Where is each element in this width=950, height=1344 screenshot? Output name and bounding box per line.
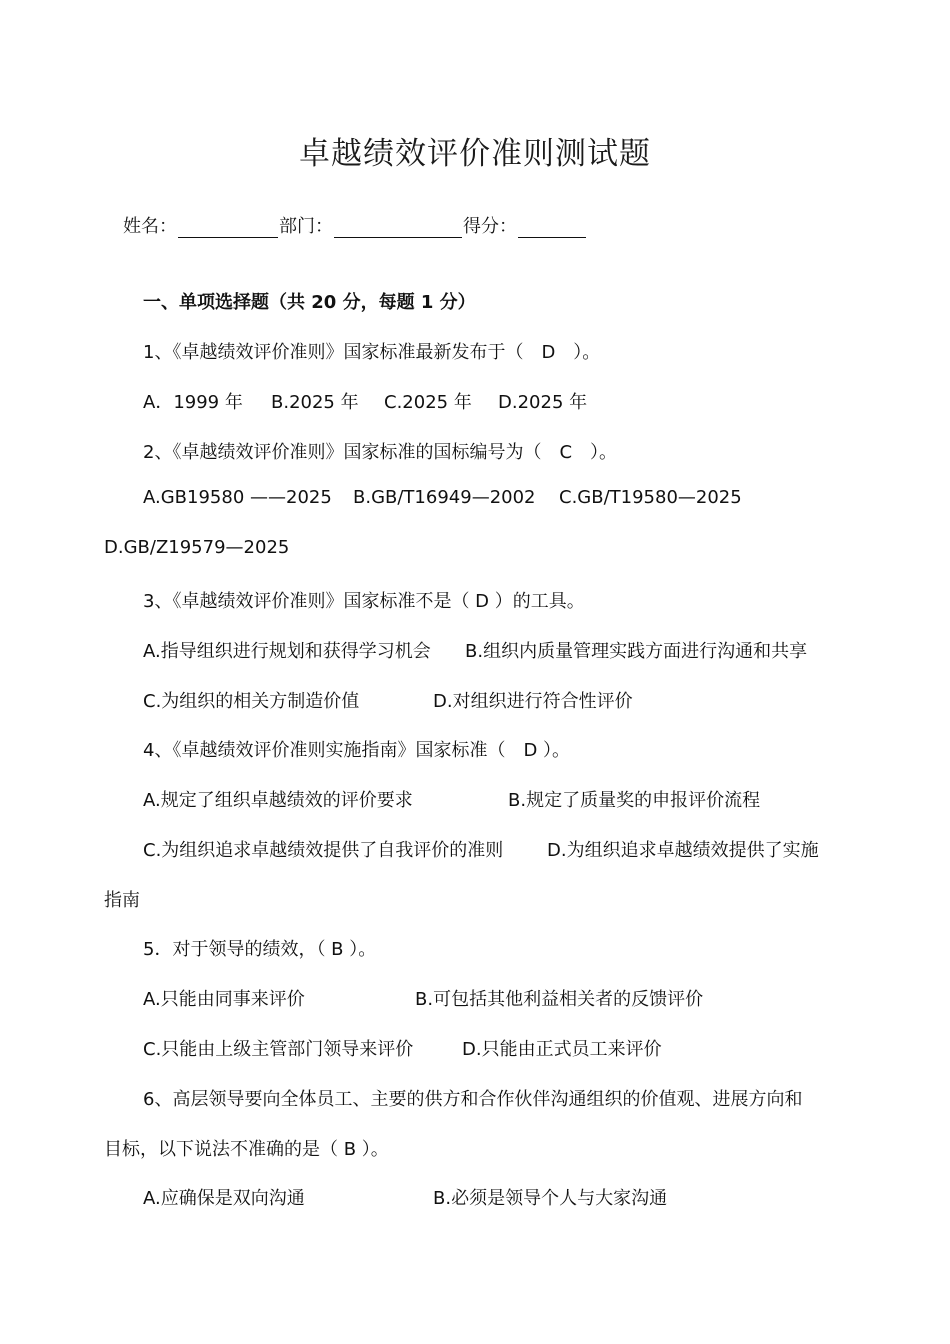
question-6-stem-line-1: 6、高层领导要向全体员工、主要的供方和合作伙伴沟通组织的价值观、进展方向和 xyxy=(143,1089,803,1110)
name-label: 姓名： xyxy=(123,216,177,237)
score-blank[interactable] xyxy=(518,215,586,238)
option-b: B.规定了质量奖的申报评价流程 xyxy=(508,790,761,811)
option-a: A.应确保是双向沟通 xyxy=(143,1188,305,1209)
option-d: D.只能由正式员工来评价 xyxy=(462,1039,662,1060)
option-c: C.为组织的相关方制造价值 xyxy=(143,691,360,712)
option-a: A.指导组织进行规划和获得学习机会 xyxy=(143,641,431,662)
question-2-stem: 2、《卓越绩效评价准则》国家标准的国标编号为（ C ）。 xyxy=(143,442,618,463)
option-b: B.必须是领导个人与大家沟通 xyxy=(433,1188,668,1209)
option-c: C.为组织追求卓越绩效提供了自我评价的准则 xyxy=(143,840,504,861)
exam-info-row xyxy=(123,212,587,238)
question-5-stem: 5．对于领导的绩效，（ B ）。 xyxy=(143,939,377,960)
option-a: A．1999 年 xyxy=(143,392,243,413)
option-c: C.只能由上级主管部门领导来评价 xyxy=(143,1039,414,1060)
option-a: A.只能由同事来评价 xyxy=(143,989,305,1010)
option-b: B.2025 年 xyxy=(271,392,359,413)
option-a: A.规定了组织卓越绩效的评价要求 xyxy=(143,790,413,811)
dept-label: 部门： xyxy=(279,216,333,237)
option-b: B.可包括其他利益相关者的反馈评价 xyxy=(415,989,704,1010)
option-b: B.组织内质量管理实践方面进行沟通和共享 xyxy=(465,641,808,662)
option-d: D.2025 年 xyxy=(498,392,588,413)
score-label: 得分： xyxy=(463,216,517,237)
section-heading: 一、单项选择题（共 20 分，每题 1 分） xyxy=(143,292,476,313)
dept-blank[interactable] xyxy=(334,215,462,238)
option-c: C.GB/T19580—2025 xyxy=(559,487,742,508)
option-d: D.GB/Z19579—2025 xyxy=(104,537,290,558)
option-d: D.对组织进行符合性评价 xyxy=(433,691,633,712)
name-blank[interactable] xyxy=(178,215,278,238)
option-b: B.GB/T16949—2002 xyxy=(353,487,536,508)
option-d: D.为组织追求卓越绩效提供了实施 xyxy=(547,840,819,861)
question-3-stem: 3、《卓越绩效评价准则》国家标准不是（ D ）的工具。 xyxy=(143,591,585,612)
question-4-stem: 4、《卓越绩效评价准则实施指南》国家标准（ D ）。 xyxy=(143,740,571,761)
question-1-stem: 1、《卓越绩效评价准则》国家标准最新发布于（ D ）。 xyxy=(143,342,601,363)
option-c: C.2025 年 xyxy=(384,392,472,413)
option-d-continuation: 指南 xyxy=(104,890,140,911)
page-title: 卓越绩效评价准则测试题 xyxy=(299,136,651,172)
option-a: A.GB19580 ——2025 xyxy=(143,487,332,508)
question-6-stem-line-2: 目标，以下说法不准确的是（ B ）。 xyxy=(104,1139,389,1160)
